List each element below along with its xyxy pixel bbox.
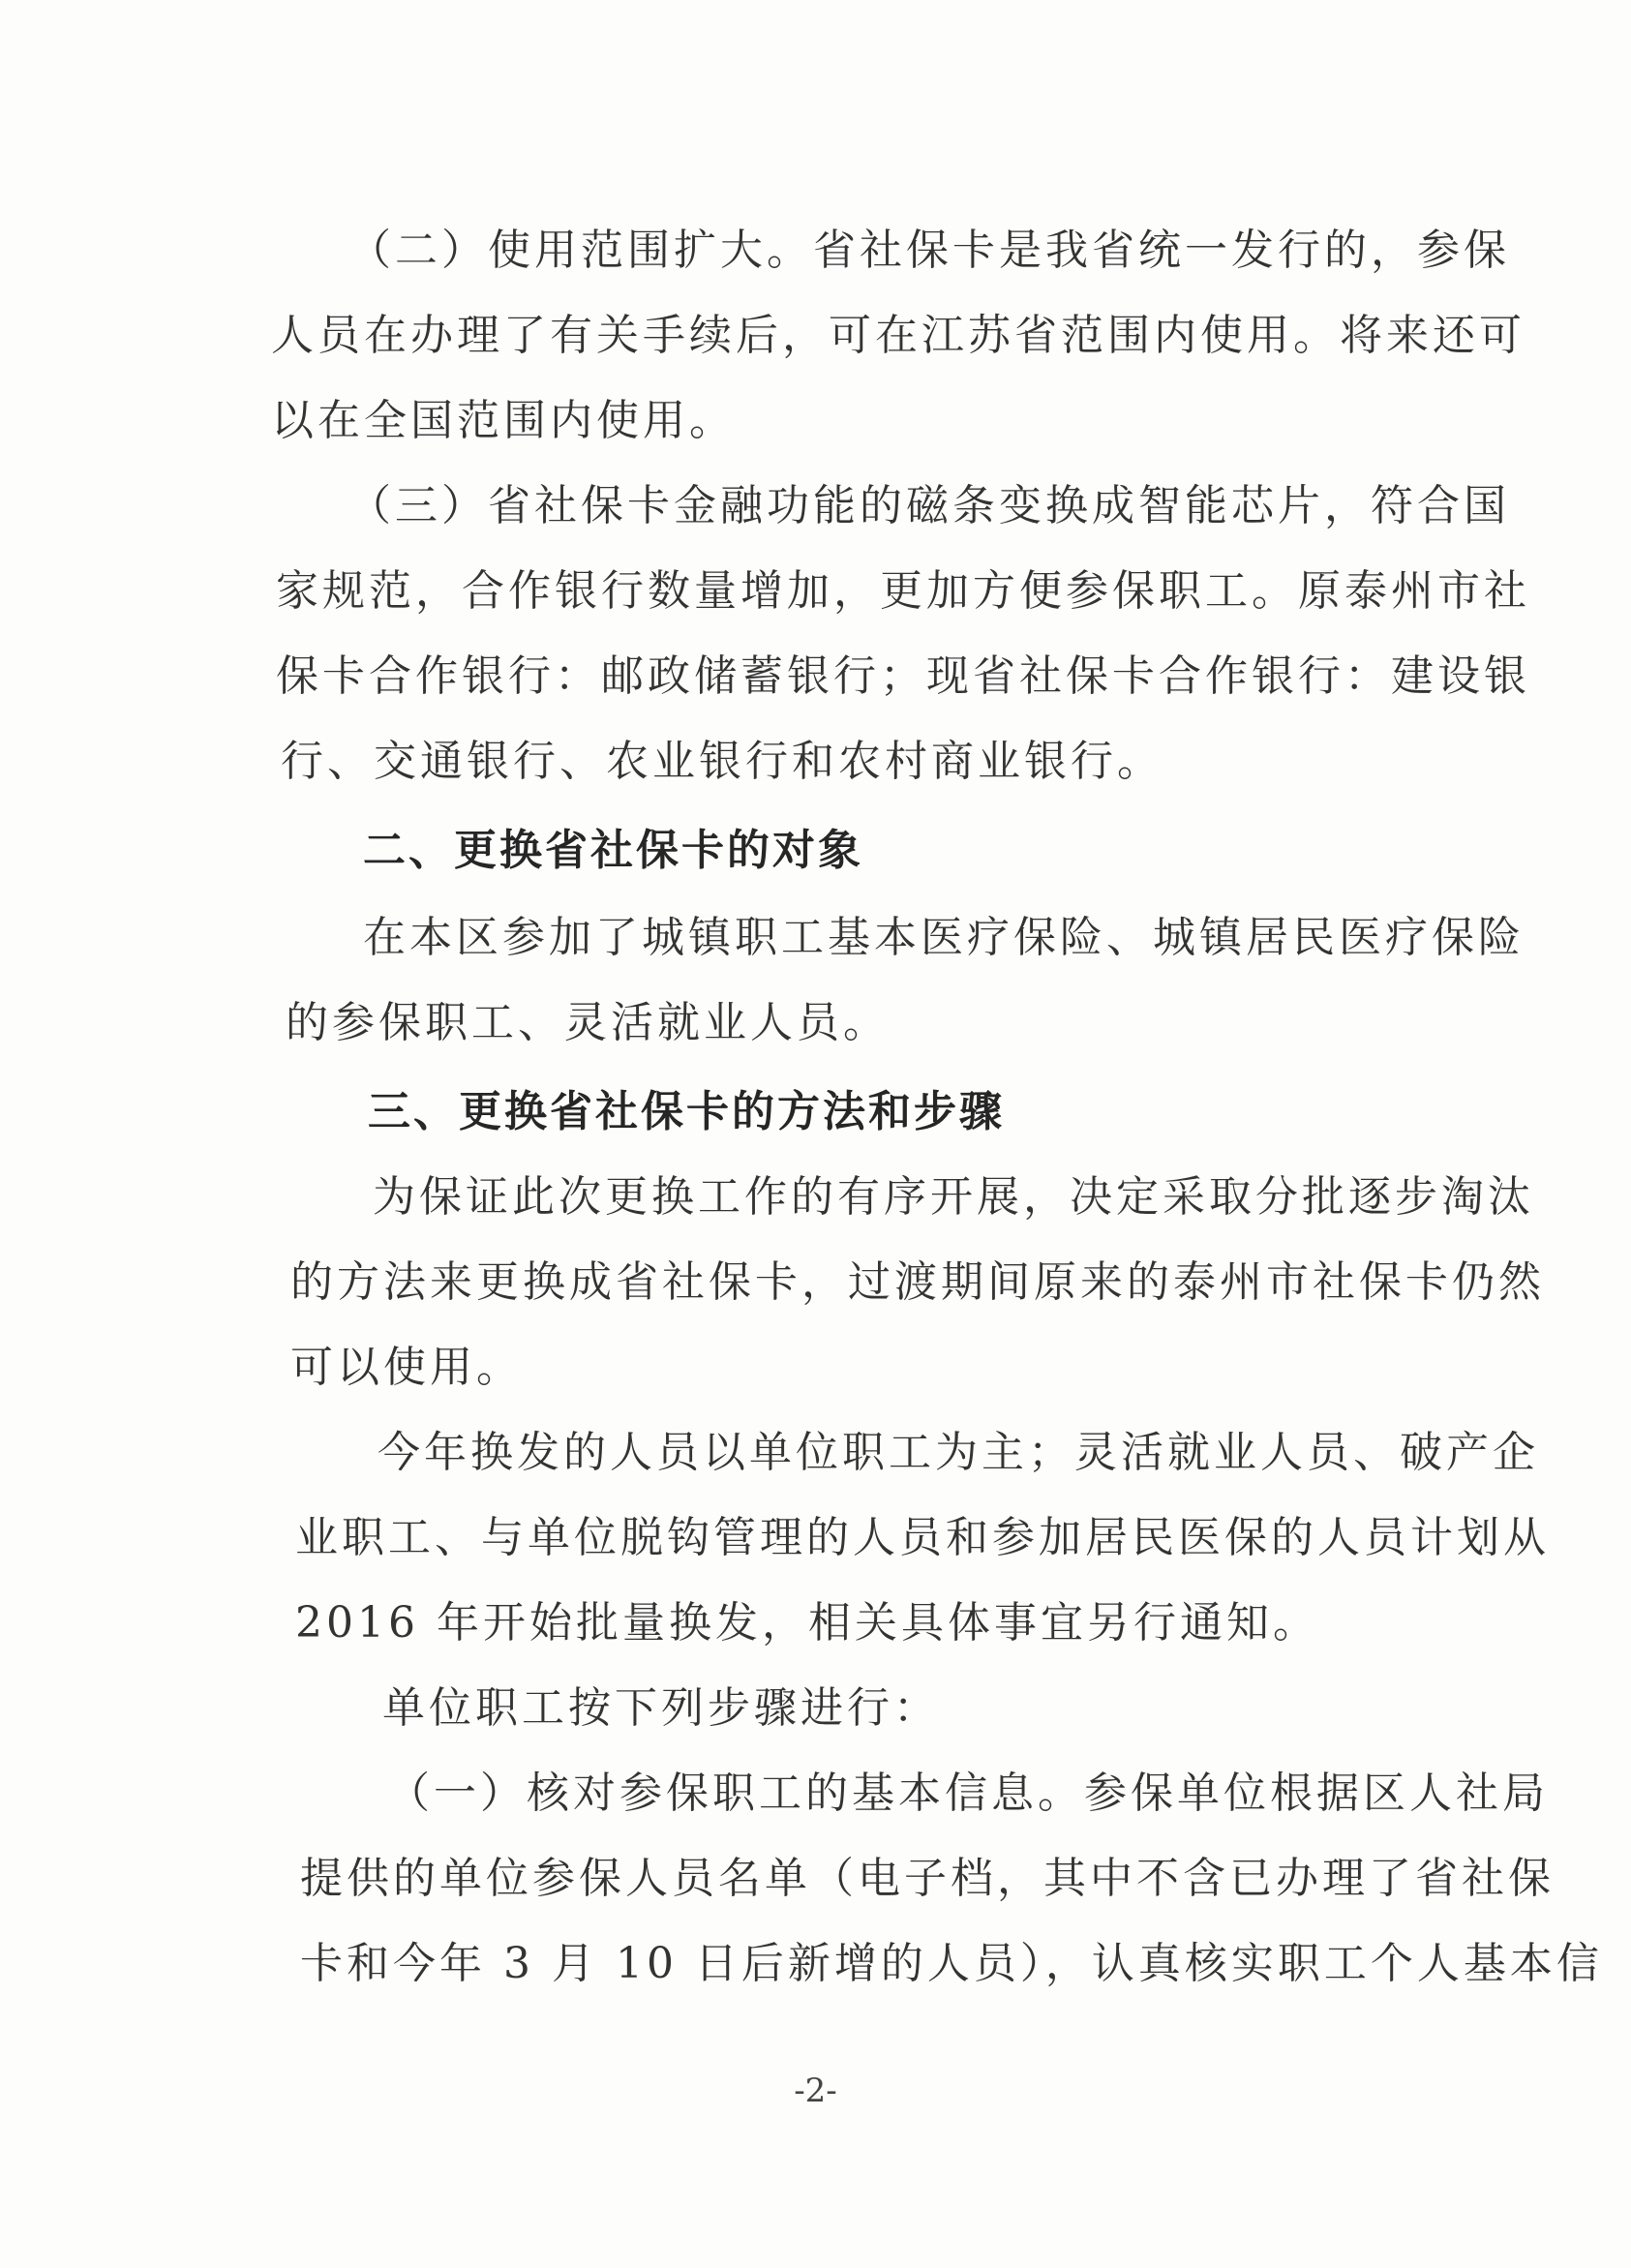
paragraph-line: 人员在办理了有关手续后，可在江苏省范围内使用。将来还可 (271, 311, 1525, 360)
paragraph-line: 今年换发的人员以单位职工为主；灵活就业人员、破产企 (378, 1428, 1539, 1477)
paragraph-line: 业职工、与单位脱钩管理的人员和参加居民医保的人员计划从 (295, 1513, 1550, 1562)
paragraph-line: 在本区参加了城镇职工基本医疗保险、城镇居民医疗保险 (363, 913, 1525, 962)
section-heading: 二、更换省社保卡的对象 (363, 826, 863, 875)
paragraph-line: 保卡合作银行：邮政储蓄银行；现省社保卡合作银行：建设银 (276, 651, 1530, 701)
paragraph-line: （二）使用范围扩大。省社保卡是我省统一发行的，参保 (348, 226, 1510, 275)
paragraph-line: （一）核对参保职工的基本信息。参保单位根据区人社局 (387, 1769, 1549, 1818)
paragraph-line: 单位职工按下列步骤进行： (382, 1683, 940, 1733)
paragraph-line: （三）省社保卡金融功能的磁条变换成智能芯片，符合国 (348, 481, 1510, 530)
paragraph-line: 卡和今年 3 月 10 日后新增的人员），认真核实职工个人基本信 (300, 1939, 1603, 1988)
paragraph-line: 的参保职工、灵活就业人员。 (286, 998, 890, 1047)
paragraph-line: 家规范，合作银行数量增加，更加方便参保职工。原泰州市社 (276, 566, 1530, 616)
paragraph-line: 行、交通银行、农业银行和农村商业银行。 (281, 737, 1163, 786)
paragraph-line: 以在全国范围内使用。 (271, 396, 736, 445)
paragraph-line: 的方法来更换成省社保卡，过渡期间原来的泰州市社保卡仍然 (290, 1257, 1545, 1307)
paragraph-line: 提供的单位参保人员名单（电子档，其中不含已办理了省社保 (300, 1854, 1555, 1903)
paragraph-line: 2016 年开始批量换发，相关具体事宜另行通知。 (295, 1598, 1319, 1648)
paragraph-line: 可以使用。 (290, 1343, 523, 1392)
section-heading: 三、更换省社保卡的方法和步骤 (368, 1087, 1005, 1136)
paragraph-line: 为保证此次更换工作的有序开展，决定采取分批逐步淘汰 (373, 1172, 1534, 1222)
page-number: -2- (794, 2071, 837, 2110)
